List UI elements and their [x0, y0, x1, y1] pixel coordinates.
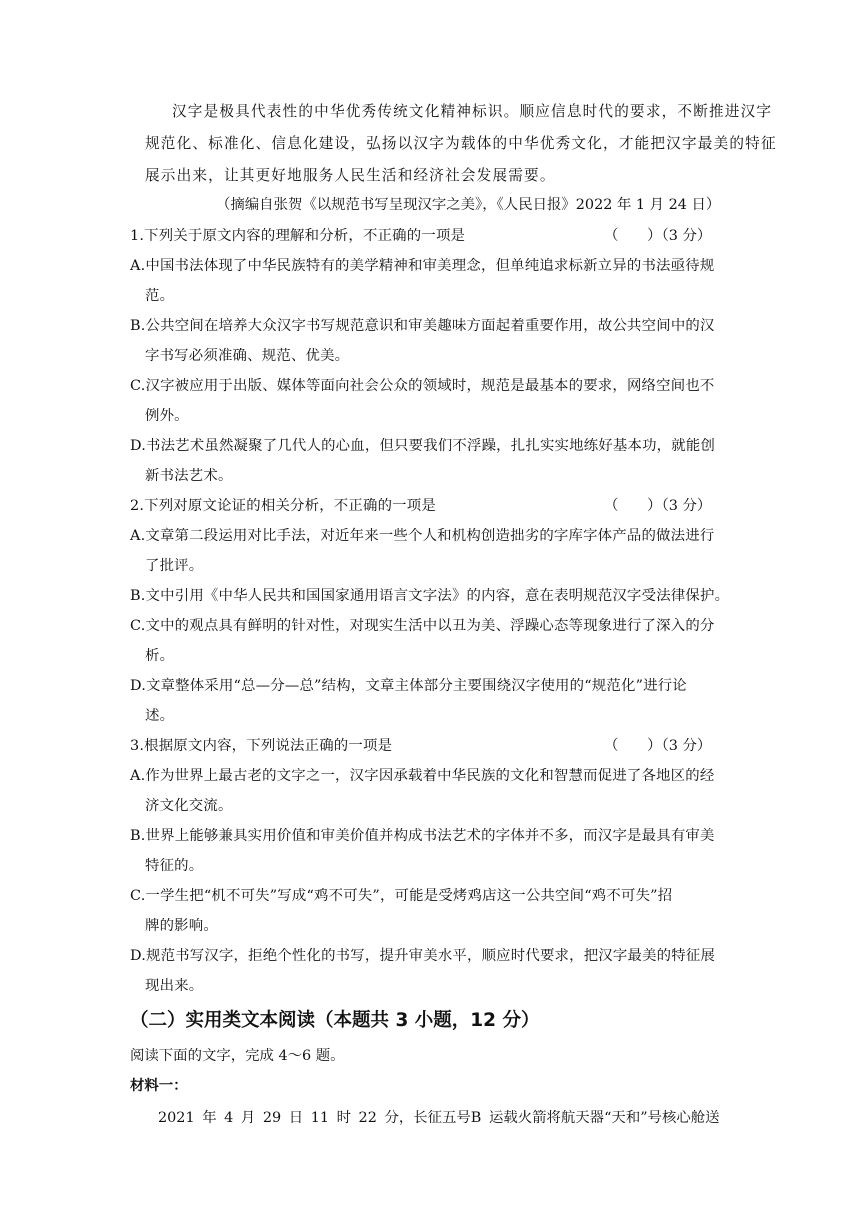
q3-option-d: D.规范书写汉字，拒绝个性化的书写，提升审美水平，顺应时代要求，把汉字最美的特征展 [130, 948, 716, 964]
q2-option-a-cont: 了批评。 [145, 558, 204, 574]
source-citation: （摘编自张贺《以规范书写呈现汉字之美》，《人民日报》2022 年 1 月 24 日） [216, 197, 721, 213]
q1-option-b-cont: 字书写必须准确、规范、优美。 [145, 348, 350, 364]
material-text-line: 2021 年 4 月 29 日 11 时 22 分，长征五号B 运载火箭将航天器“天和”号核心舱送 [158, 1110, 720, 1126]
intro-line-3: 展示出来，让其更好地服务人民生活和经济社会发展需要。 [145, 167, 556, 184]
reading-instruction: 阅读下面的文字，完成 4～6 题。 [130, 1048, 345, 1064]
q2-option-c-cont: 析。 [145, 648, 175, 664]
intro-line-1: 汉字是极具代表性的中华优秀传统文化精神标识。顺应信息时代的要求，不断推进汉字 [172, 103, 773, 120]
q3-option-a-cont: 济文化交流。 [145, 798, 233, 814]
q1-option-b: B.公共空间在培养大众汉字书写规范意识和审美趣味方面起着重要作用，故公共空间中的汉 [130, 318, 715, 334]
q3-option-b-cont: 特征的。 [145, 858, 204, 874]
question-3-mark: （ ）（3 分） [604, 738, 712, 754]
question-1-mark: （ ）（3 分） [604, 228, 712, 244]
q1-option-d-cont: 新书法艺术。 [145, 468, 233, 484]
q1-option-d: D.书法艺术虽然凝聚了几代人的心血，但只要我们不浮躁，扎扎实实地练好基本功，就能创 [130, 438, 716, 454]
material-label: 材料一： [130, 1078, 188, 1094]
q3-option-c-cont: 牌的影响。 [145, 918, 218, 934]
question-1-stem: 1.下列关于原文内容的理解和分析，不正确的一项是 [130, 228, 466, 244]
question-2-mark: （ ）（3 分） [604, 498, 712, 514]
q1-option-a: A.中国书法体现了中华民族特有的美学精神和审美理念，但单纯追求标新立异的书法亟待规 [130, 258, 715, 274]
q2-option-a: A.文章第二段运用对比手法，对近年来一些个人和机构创造拙劣的字库字体产品的做法进行 [130, 528, 715, 544]
q1-option-a-cont: 范。 [145, 288, 175, 304]
q2-option-d-cont: 述。 [145, 708, 175, 724]
q3-option-a: A.作为世界上最古老的文字之一，汉字因承载着中华民族的文化和智慧而促进了各地区的经 [130, 768, 715, 784]
q2-option-d: D.文章整体采用“总—分—总”结构，文章主体部分主要围绕汉字使用的“规范化”进行论 [130, 678, 687, 694]
q3-option-d-cont: 现出来。 [145, 978, 204, 994]
section-heading: （二）实用类文本阅读（本题共 3 小题，12 分） [130, 1010, 540, 1031]
q2-option-b: B.文中引用《中华人民共和国国家通用语言文字法》的内容，意在表明规范汉字受法律保护。 [130, 588, 730, 604]
q1-option-c-cont: 例外。 [145, 408, 189, 424]
q3-option-b: B.世界上能够兼具实用价值和审美价值并构成书法艺术的字体并不多，而汉字是最具有审美 [130, 828, 715, 844]
question-3-stem: 3.根据原文内容，下列说法正确的一项是 [130, 738, 393, 754]
q1-option-c: C.汉字被应用于出版、媒体等面向社会公众的领域时，规范是最基本的要求，网络空间也不 [130, 378, 715, 394]
q2-option-c: C.文中的观点具有鲜明的针对性，对现实生活中以丑为美、浮躁心态等现象进行了深入的分 [130, 618, 715, 634]
q3-option-c: C.一学生把“机不可失”写成“鸡不可失”，可能是受烤鸡店这一公共空间“鸡不可失”招 [130, 888, 673, 904]
intro-line-2: 规范化、标准化、信息化建设，弘扬以汉字为载体的中华优秀文化，才能把汉字最美的特征 [145, 135, 777, 152]
question-2-stem: 2.下列对原文论证的相关分析，不正确的一项是 [130, 498, 436, 514]
